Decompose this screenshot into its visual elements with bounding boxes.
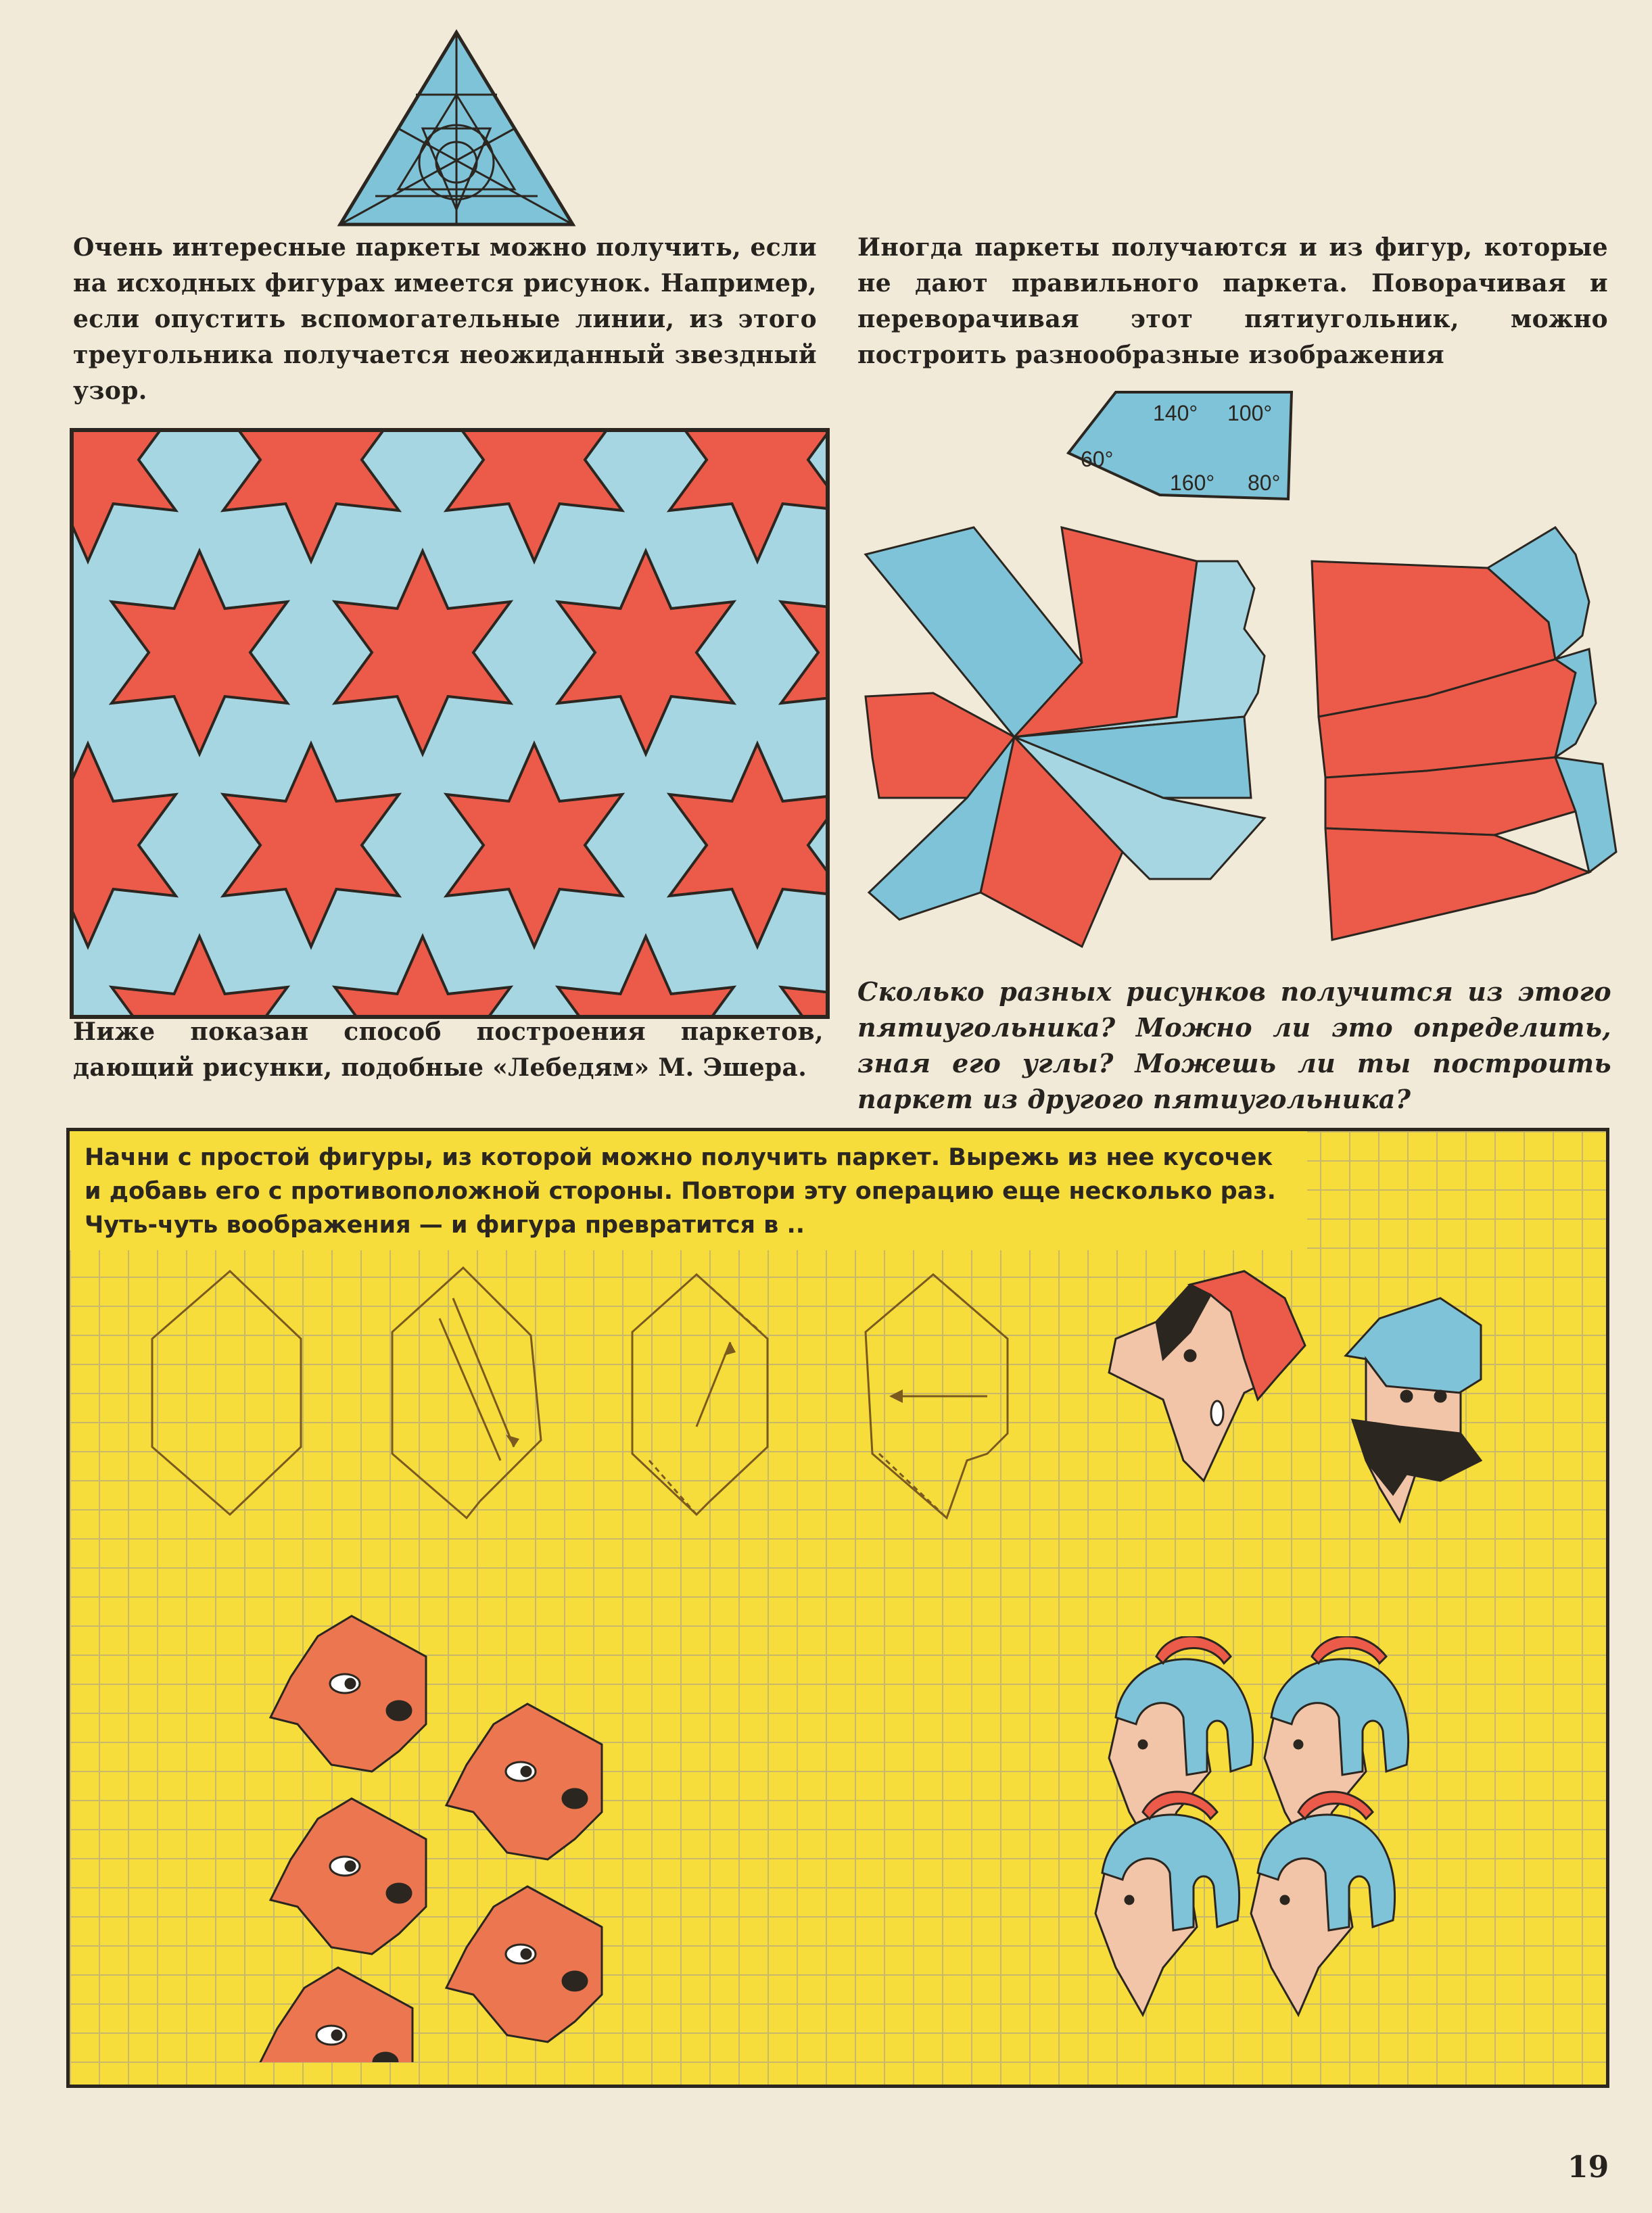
- helmet-warrior: [1095, 1792, 1240, 2015]
- question-paragraph: Сколько разных рисунков получится из этого пятиугольника? Можно ли это определить, зная его углы? Можешь ли ты построить паркет из другого пятиугольника?: [857, 976, 1611, 1114]
- helmet-warriors-tiling: [1082, 1636, 1501, 2055]
- step-shape: [632, 1275, 768, 1515]
- orange-creature: [270, 1616, 426, 1771]
- pentagon-figure: [1055, 379, 1312, 507]
- step-shape: [152, 1271, 301, 1515]
- angle-label: 160°: [1170, 471, 1215, 495]
- angle-label: 140°: [1153, 401, 1198, 425]
- star-triangle-figure: [335, 27, 578, 230]
- orange-creature: [446, 1704, 602, 1859]
- helmet-warrior: [1251, 1792, 1395, 2015]
- right-intro-paragraph: Иногда паркеты получаются и из фигур, которые не дают правильного паркета. Поворачивая и переворачивая этот пятиугольник, можно построить разнообразные изображения: [857, 233, 1608, 369]
- orange-creature: [257, 1968, 412, 2062]
- angle-label: 80°: [1248, 471, 1281, 495]
- left-caption-paragraph: Ниже показан способ построения паркетов, дающий рисунки, подобные «Лебедям» М. Эшера.: [73, 1018, 824, 1082]
- orange-creatures-tiling: [230, 1602, 690, 2062]
- angle-label: 100°: [1227, 401, 1273, 425]
- star-parquet-illustration: [68, 426, 832, 1021]
- angle-label: 60°: [1081, 447, 1114, 471]
- woman-head: [1109, 1271, 1305, 1481]
- step-shape: [392, 1268, 541, 1518]
- orange-creature: [446, 1886, 602, 2042]
- panel-instructions: Начни с простой фигуры, из которой можно получить паркет. Вырежь из нее кусочек и добавь его с противоположной стороны. Повтори эту операцию еще несколько раз. Чуть-чуть воображения — и фигура превратится в ..: [70, 1131, 1307, 1250]
- orange-creature: [270, 1799, 426, 1954]
- construction-sequence: [135, 1258, 1555, 1542]
- pentagon-tiling-illustrations: [859, 514, 1623, 960]
- left-intro-paragraph: Очень интересные паркеты можно получить, если на исходных фигурах имеется рисунок. Например, если опустить вспомогательные линии, из этого треугольника получается неожиданный звездный узор.: [73, 233, 817, 405]
- page-number: 19: [1567, 2150, 1609, 2185]
- bearded-man-head: [1346, 1298, 1481, 1521]
